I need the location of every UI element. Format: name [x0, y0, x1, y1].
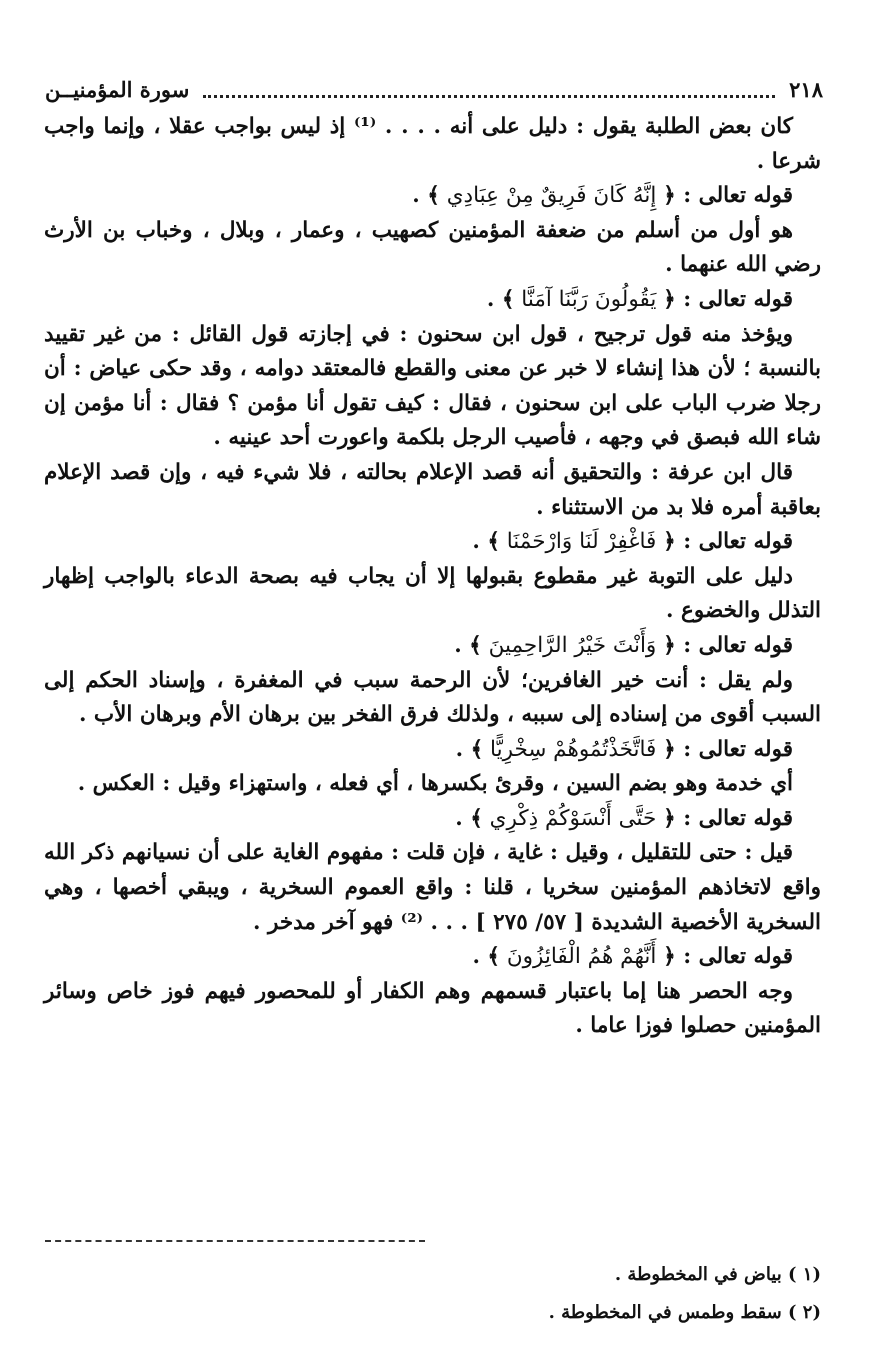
verse-prefix: قوله تعالى : ﴿	[663, 736, 793, 762]
commentary-paragraph: وجه الحصر هنا إما باعتبار قسمهم وهم الكفار أو للمحصور فيهم فوز خاص وسائر المؤمنين حصلوا فوزا عاما .	[44, 978, 821, 1039]
verse-quote	[44, 802, 821, 837]
footnote-2: (٢ ) سقط وطمس في المخطوطة .	[548, 1302, 821, 1323]
ayah-text: يَقُولُونَ رَبَّنَا آمَنَّا	[514, 286, 664, 312]
verse-prefix: قوله تعالى : ﴿	[663, 529, 793, 555]
ayah-text: إِنَّهُ كَانَ فَرِيقٌ مِنْ عِبَادِي	[439, 183, 664, 209]
verse-prefix: قوله تعالى : ﴿	[663, 286, 793, 312]
commentary-paragraph: دليل على التوبة غير مقطوع بقبولها إلا أن يجاب فيه بصحة الدعاء بالواجب إظهار التذلل والخضوع .	[44, 563, 821, 624]
ayah-text: فَاغْفِرْ لَنَا وَارْحَمْنَا	[499, 529, 664, 555]
footnote-1: (١ ) بياض في المخطوطة .	[614, 1264, 821, 1285]
verse-prefix: قوله تعالى : ﴿	[663, 183, 793, 209]
verse-quote	[44, 525, 821, 560]
verse-suffix: ﴾ .	[472, 944, 501, 970]
commentary-paragraph: ويؤخذ منه قول ترجيح ، قول ابن سحنون : في إجازته قول القائل : من غير تقييد بالنسبة ؛ لأن هذا إنشاء لا خبر عن معنى والقطع فالمعتقد دوامه ، وقد حكى عياض : أن رجلا ضرب الباب على ابن سحنون ، فقال : كيف تقول أنا مؤمن ؟ فقال : أنا مؤمن إن شاء الله فبصق في وجهه ، فأصيب الرجل بلكمة واعورت أحد عينيه .	[44, 321, 821, 451]
verse-suffix: ﴾ .	[486, 286, 515, 312]
ayah-text: وَأَنْتَ خَيْرُ الرَّاحِمِينَ	[481, 632, 664, 658]
verse-quote	[44, 940, 821, 975]
verse-suffix: ﴾ .	[455, 736, 484, 762]
verse-quote	[44, 629, 821, 664]
commentary-paragraph: أي خدمة وهو بضم السين ، وقرئ بكسرها ، أي فعله ، واستهزاء وقيل : العكس .	[77, 771, 793, 797]
page-header	[45, 72, 823, 106]
commentary-paragraph: ولم يقل : أنت خير الغافرين؛ لأن الرحمة سبب في المغفرة ، وإسناد الحكم إلى السبب أقوى من إسناده إلى سببه ، ولذلك فرق الفخر بين برهان الأم وبرهان الأب .	[44, 667, 821, 728]
verse-prefix: قوله تعالى : ﴿	[663, 632, 793, 658]
verse-suffix: ﴾ .	[454, 632, 482, 658]
commentary-paragraph: قيل : حتى للتقليل ، وقيل : غاية ، فإن قلت : مفهوم الغاية على أن نسيانهم ذكر الله واقع لاتخاذهم المؤمنين سخريا ، قلنا : واقع العموم السخرية ، ويبقي أخصها ، وهي السخرية الأخصية الشديدة [ ٥٧/ ٢٧٥ ] . . . ⁽²⁾ فهو آخر مدخر .	[44, 840, 821, 935]
footnote-separator	[45, 1240, 425, 1242]
commentary-paragraph: كان بعض الطلبة يقول : دليل على أنه . . . . ⁽¹⁾ إذ ليس بواجب عقلا ، وإنما واجب شرعا .	[44, 114, 821, 174]
header-dotted-leader	[203, 81, 775, 98]
verse-suffix: ﴾ .	[455, 805, 483, 831]
verse-suffix: ﴾ .	[412, 183, 440, 209]
footnotes	[400, 1256, 821, 1332]
verse-prefix: قوله تعالى : ﴿	[663, 944, 793, 970]
verse-prefix: قوله تعالى : ﴿	[663, 805, 793, 831]
ayah-text: حَتَّى أَنْسَوْكُمْ ذِكْرِي	[482, 805, 664, 831]
ayah-text: أَنَّهُمْ هُمُ الْفَائِزُونَ	[500, 944, 664, 970]
surah-title: سورة المؤمنيــن	[45, 76, 190, 102]
commentary-paragraph: قال ابن عرفة : والتحقيق أنه قصد الإعلام بحالته ، فلا شيء فيه ، وإن قصد الإعلام بعاقبة أمره فلا بد من الاستثناء .	[44, 459, 821, 520]
page-number: ٢١٨	[789, 76, 823, 102]
verse-suffix: ﴾ .	[472, 529, 500, 555]
main-text	[44, 110, 821, 1044]
commentary-paragraph: هو أول من أسلم من ضعفة المؤمنين كصهيب ، وعمار ، وبلال ، وخباب بن الأرث رضي الله عنهما .	[44, 217, 821, 278]
verse-quote	[44, 283, 821, 318]
ayah-text: فَاتَّخَذْتُمُوهُمْ سِخْرِيًّا	[483, 736, 664, 762]
verse-quote	[44, 179, 821, 214]
verse-quote	[44, 733, 821, 768]
